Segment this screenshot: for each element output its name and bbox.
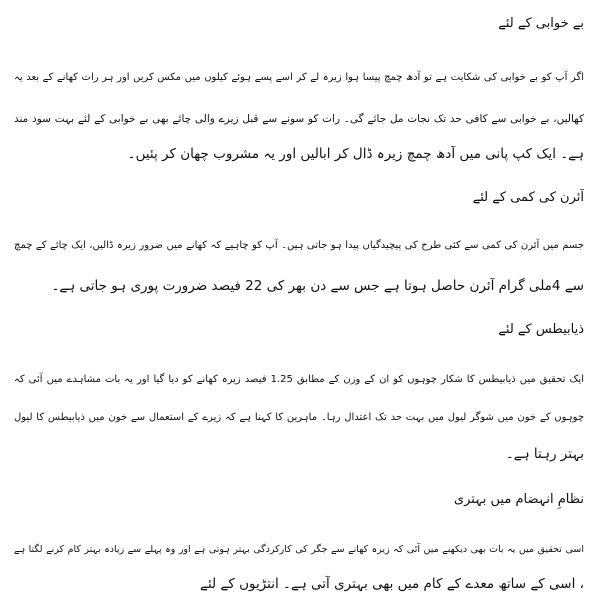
- paragraph-line: ایک تحقیق میں ذیابیطس کا شکار چوہوں کو ان کے وزن کے مطابق 1.25 فیصد زیرہ کھانے کو دیا گیا اور یہ بات مشاہدے میں آئی کہ: [14, 374, 584, 385]
- paragraph-line: چوہوں کے خون میں شوگر لیول میں بہت حد تک اعتدال رہا۔ ماہرین کا کہنا ہے کہ زیرے کے استعمال سے خون میں ذیابیطس کا لیول: [14, 412, 584, 423]
- paragraph-line: اسی تحقیق میں یہ بات بھی دیکھنے میں آئی کہ زیرہ کھانے سے جگر کی کارکردگی بہتر ہوتی ہے اور وہ پہلے سے زیادہ بہتر کام کرنے لگتا ہے: [14, 544, 584, 555]
- section-heading-insomnia: بے خوابی کے لئے: [498, 16, 584, 31]
- section-heading-iron: آئرن کی کمی کے لئے: [472, 190, 584, 205]
- paragraph-line: ہے۔ ایک کپ پانی میں آدھ چمچ زیرہ ڈال کر ابالیں اور یہ مشروب چھان کر پئیں۔: [127, 146, 584, 162]
- paragraph-line: اگر آپ کو بے خوابی کی شکایت ہے تو آدھ چمچ پیسا ہوا زیرہ لے کر اسے پسے ہوئے کیلوں میں مکس کریں اور ہر رات کھانے کے بعد یہ: [14, 72, 584, 83]
- paragraph-line: کھالیں، بے خوابی سے کافی حد تک نجات مل جائے گی۔ رات کو سونے سے قبل زیرے والی چائے بھی بے خوابی کے لئے بہت سود مند: [14, 113, 584, 125]
- section-heading-digestion: نظامِ انہضام میں بہتری: [453, 492, 584, 507]
- paragraph-line: ، اسی کے ساتھ معدے کے کام میں بھی بہتری آتی ہے۔ انتڑیوں کے لئے: [200, 576, 584, 592]
- section-heading-diabetes: ذیابیطس کے لئے: [498, 322, 584, 337]
- paragraph-line: بہتر رہتا ہے۔: [505, 446, 584, 462]
- paragraph-line: جسم میں آئرن کی کمی سے کئی طرح کی پیچیدگیاں پیدا ہو جاتی ہیں۔ آپ کو چاہیے کہ کھانے میں ضرور زیرہ ڈالیں، ایک چائے کے چمچ: [14, 240, 584, 251]
- paragraph-line: سے 4ملی گرام آئرن حاصل ہوتا ہے جس سے دن بھر کی 22 فیصد ضرورت پوری ہو جاتی ہے۔: [51, 278, 584, 294]
